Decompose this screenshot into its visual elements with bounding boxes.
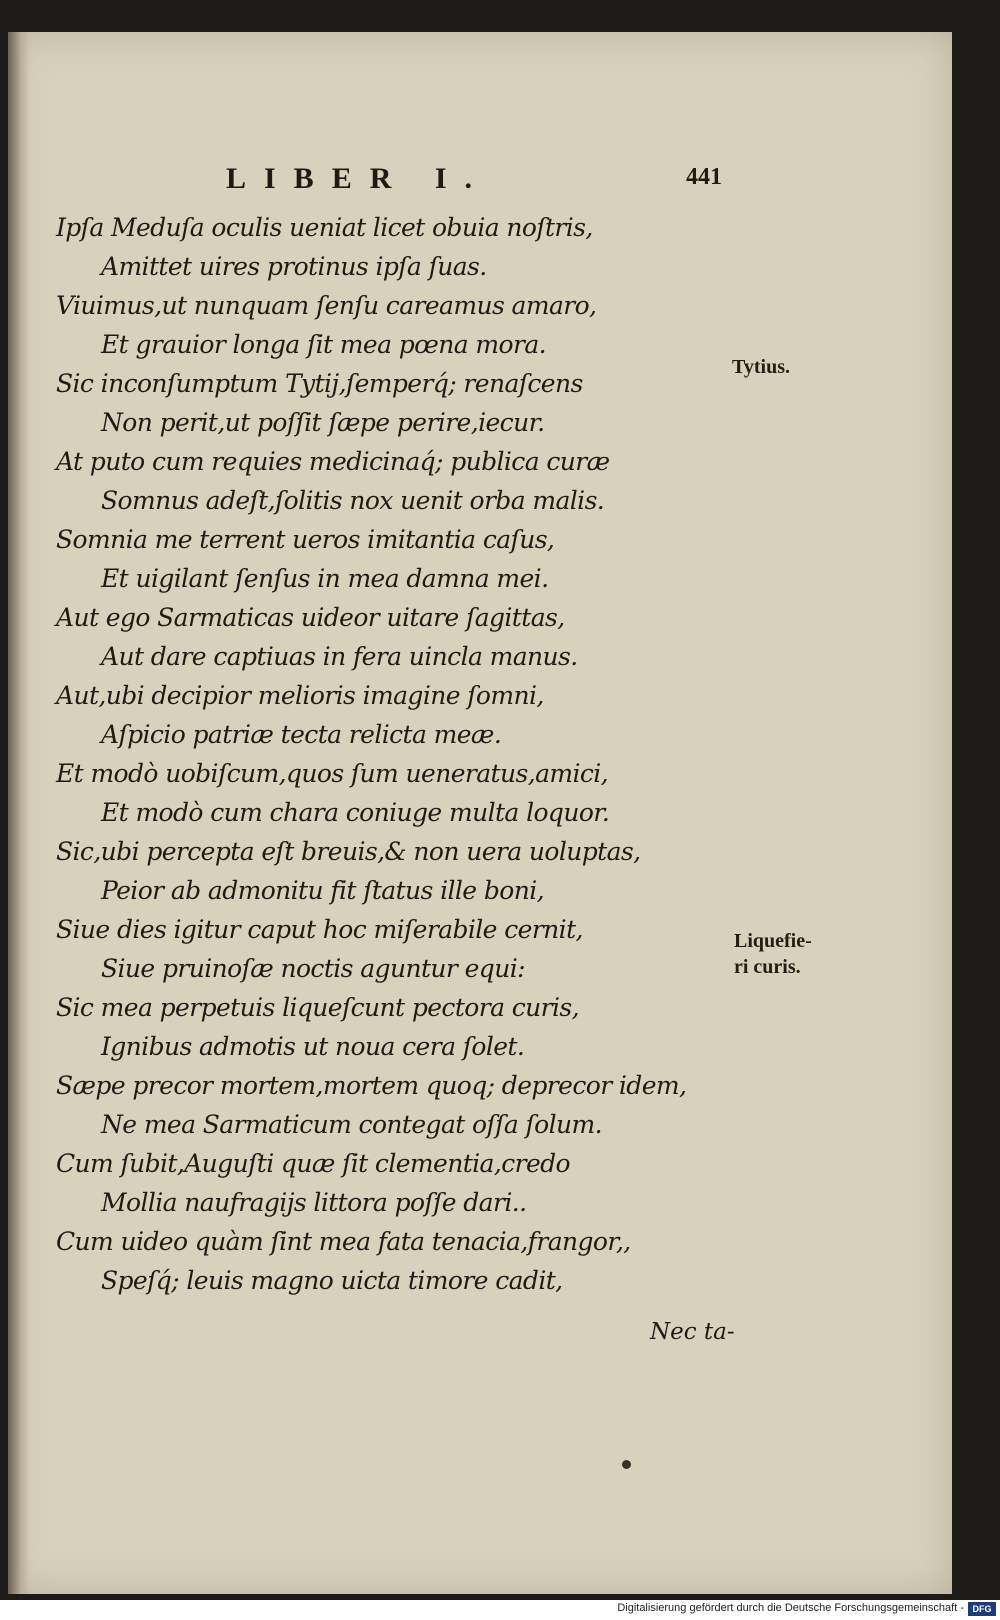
- page-number: 441: [686, 164, 722, 190]
- page-spine-shadow: [8, 32, 30, 1594]
- catchword: Nec ta-: [650, 1319, 735, 1345]
- verse-line: At puto cum requies medicinaq́; publica curæ: [56, 447, 610, 476]
- book-page: [8, 32, 952, 1594]
- verse-line: Et modò cum chara coniuge multa loquor.: [101, 798, 610, 827]
- verse-line: Amittet uires protinus ipſa ſuas.: [101, 252, 487, 281]
- verse-line: Et grauior longa ſit mea pœna mora.: [101, 330, 546, 359]
- verse-line: Somnia me terrent ueros imitantia caſus,: [56, 525, 555, 554]
- verse-block: [56, 208, 696, 1300]
- verse-line: Aut dare captiuas in fera uincla manus.: [101, 642, 578, 671]
- margin-note-liquefieri: [734, 928, 812, 980]
- verse-line: Ignibus admotis ut noua cera ſolet.: [101, 1032, 525, 1061]
- verse-line: Sic mea perpetuis liqueſcunt pectora curis,: [56, 993, 579, 1022]
- verse-line: Viuimus,ut nunquam ſenſu careamus amaro,: [56, 291, 597, 320]
- verse-line: Sic,ubi percepta eſt breuis,& non uera uoluptas,: [56, 837, 641, 866]
- verse-line: Aſpicio patriæ tecta relicta meæ.: [101, 720, 502, 749]
- margin-note-tytius: [732, 354, 790, 380]
- verse-line: Mollia naufragijs littora poſſe dari..: [101, 1188, 527, 1217]
- verse-line: Aut,ubi decipior melioris imagine ſomni,: [56, 681, 544, 710]
- margin-note-text: ri curis.: [734, 956, 801, 978]
- verse-line: Ipſa Meduſa oculis ueniat licet obuia noſtris,: [56, 213, 593, 242]
- verse-line: Et uigilant ſenſus in mea damna mei.: [101, 564, 549, 593]
- verse-line: Et modò uobiſcum,quos ſum ueneratus,amici,: [56, 759, 609, 788]
- footer-credit: Digitalisierung gefördert durch die Deutsche Forschungsgemeinschaft -: [617, 1602, 964, 1614]
- margin-note-text: Tytius.: [732, 356, 790, 378]
- page-header: [8, 162, 952, 202]
- dfg-logo-icon: DFG: [968, 1602, 996, 1616]
- verse-line: Siue dies igitur caput hoc miſerabile cernit,: [56, 915, 583, 944]
- digitization-footer: [0, 1600, 1000, 1620]
- verse-line: Speſq́; leuis magno uicta timore cadit,: [101, 1266, 563, 1295]
- verse-line: Aut ego Sarmaticas uideor uitare ſagittas,: [56, 603, 565, 632]
- verse-line: Sic inconſumptum Tytij,ſemperq́; renaſcens: [56, 369, 583, 398]
- verse-line: Ne mea Sarmaticum contegat oſſa ſolum.: [101, 1110, 602, 1139]
- verse-line: Cum uideo quàm ſint mea fata tenacia,frangor,,: [56, 1227, 631, 1256]
- verse-line: Somnus adeſt,ſolitis nox uenit orba malis.: [101, 486, 605, 515]
- verse-line: Non perit,ut poſſit ſæpe perire,iecur.: [101, 408, 545, 437]
- verse-line: Siue pruinoſæ noctis aguntur equi:: [101, 954, 525, 983]
- running-head: LIBER I.: [226, 162, 491, 195]
- margin-note-text: Liquefie-: [734, 930, 812, 952]
- ink-spot: [622, 1460, 631, 1469]
- verse-line: Peior ab admonitu fit ſtatus ille boni,: [101, 876, 544, 905]
- verse-line: Cum ſubit,Auguſti quæ ſit clementia,credo: [56, 1149, 571, 1178]
- verse-line: Sæpe precor mortem,mortem quoq; deprecor idem,: [56, 1071, 687, 1100]
